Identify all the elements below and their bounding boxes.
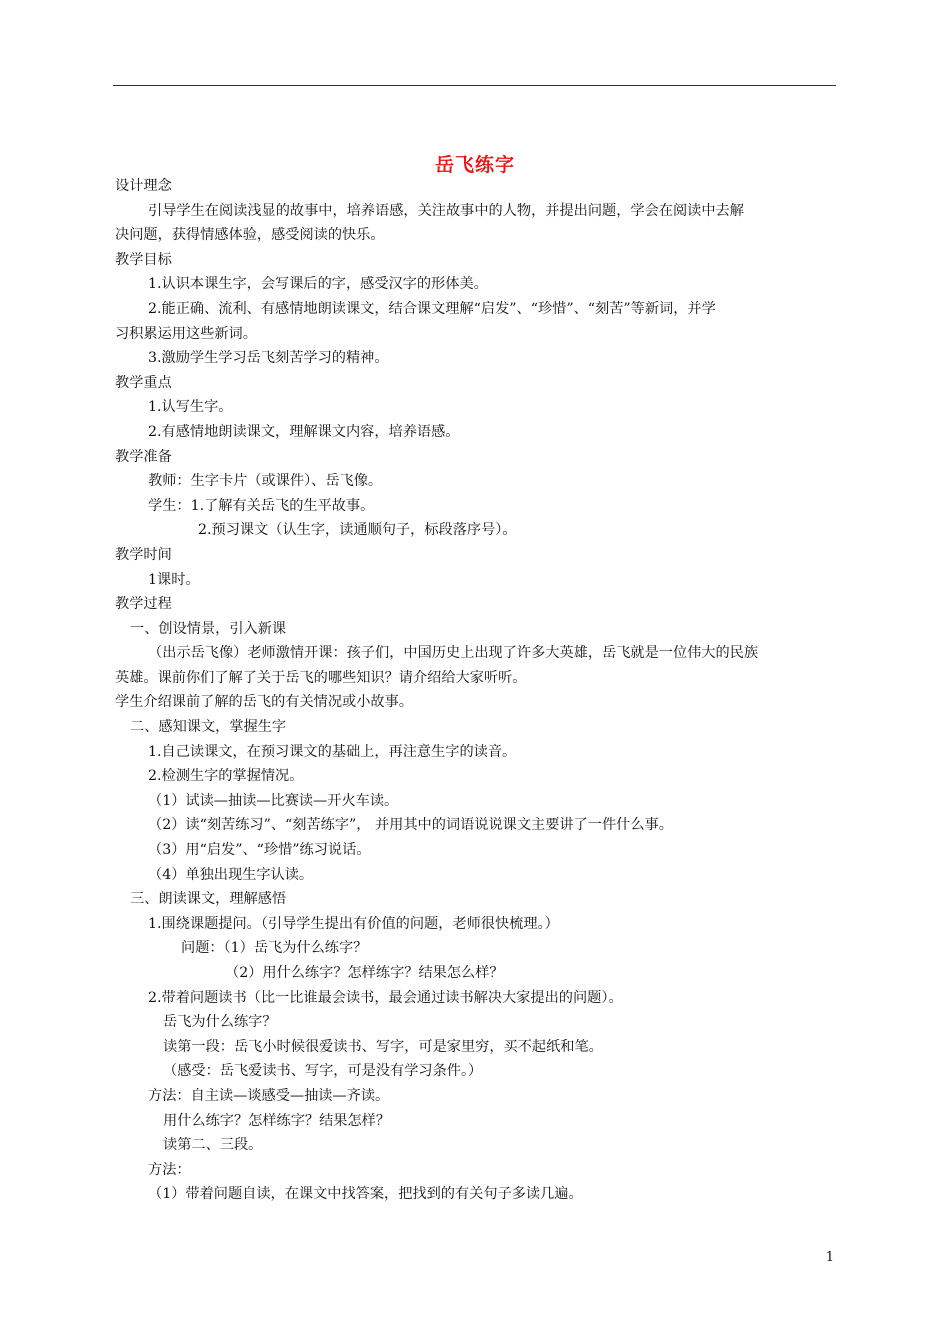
- text-line: 决问题，获得情感体验，感受阅读的快乐。: [115, 227, 385, 244]
- text-line: 二、感知课文，掌握生字: [130, 719, 287, 736]
- text-line: （3）用“启发”、“珍惜”练习说话。: [148, 842, 371, 859]
- text-line: 1.认写生字。: [148, 399, 233, 416]
- text-line: 3.激励学生学习岳飞刻苦学习的精神。: [148, 350, 389, 367]
- text-line: （1）带着问题自读，在课文中找答案，把找到的有关句子多读几遍。: [148, 1186, 583, 1203]
- text-line: 用什么练字？怎样练字？结果怎样？: [163, 1112, 391, 1129]
- section-heading: 教学过程: [115, 596, 172, 613]
- text-line: （出示岳飞像）老师激情开课：孩子们，中国历史上出现了许多大英雄，岳飞就是一位伟大的民族: [148, 645, 759, 662]
- text-line: 读第一段：岳飞小时候很爱读书、写字，可是家里穷，买不起纸和笔。: [163, 1038, 603, 1055]
- text-line: 方法：: [148, 1161, 191, 1178]
- text-line: 读第二、三段。: [163, 1137, 263, 1154]
- text-line: 一、创设情景，引入新课: [130, 620, 287, 637]
- text-line: 英雄。课前你们了解了关于岳飞的哪些知识？请介绍给大家听听。: [115, 669, 527, 686]
- section-heading: 教学重点: [115, 374, 172, 391]
- text-line: 学生：1.了解有关岳飞的生平故事。: [148, 497, 375, 514]
- text-line: 问题：（1）岳飞为什么练字？: [181, 940, 368, 957]
- header-rule: [113, 85, 836, 86]
- page-number: 1: [825, 1250, 834, 1265]
- text-line: 教师：生字卡片（或课件）、岳飞像。: [148, 473, 383, 490]
- text-line: 三、朗读课文，理解感悟: [130, 891, 287, 908]
- text-line: 1.围绕课题提问。（引导学生提出有价值的问题，老师很快梳理。）: [148, 915, 559, 932]
- text-line: 1.认识本课生字，会写课后的字，感受汉字的形体美。: [148, 276, 488, 293]
- text-line: （2）用什么练字？怎样练字？结果怎么样？: [225, 965, 504, 981]
- text-line: 方法：自主读—谈感受—抽读—齐读。: [148, 1087, 390, 1104]
- text-line: 2.有感情地朗读课文，理解课文内容，培养语感。: [148, 423, 460, 440]
- text-line: （4）单独出现生字认读。: [148, 866, 314, 883]
- text-line: 2.能正确、流利、有感情地朗读课文，结合课文理解“启发”、“珍惜”、“刻苦”等新词，并学: [148, 300, 716, 317]
- section-heading: 教学时间: [115, 546, 172, 563]
- text-line: 引导学生在阅读浅显的故事中，培养语感，关注故事中的人物，并提出问题，学会在阅读中去解: [148, 202, 744, 219]
- text-line: （1）试读—抽读—比赛读—开火车读。: [148, 792, 399, 809]
- text-line: （2）读“刻苦练习”、“刻苦练字”， 并用其中的词语说说课文主要讲了一件什么事。: [148, 817, 673, 834]
- text-line: 2.带着问题读书（比一比谁最会读书，最会通过读书解决大家提出的问题）。: [148, 989, 623, 1006]
- text-line: 2.检测生字的掌握情况。: [148, 768, 304, 785]
- text-line: 岳飞为什么练字？: [163, 1014, 277, 1031]
- section-heading: 教学准备: [115, 448, 172, 465]
- text-line: 1课时。: [148, 571, 200, 588]
- text-line: 习积累运用这些新词。: [115, 325, 257, 342]
- text-line: 1.自己读课文，在预习课文的基础上，再注意生字的读音。: [148, 743, 517, 760]
- section-heading: 设计理念: [115, 178, 172, 194]
- text-line: 学生介绍课前了解的岳飞的有关情况或小故事。: [115, 694, 413, 711]
- text-line: （感受：岳飞爱读书、写字，可是没有学习条件。）: [163, 1063, 483, 1080]
- section-heading: 教学目标: [115, 251, 172, 268]
- document-title: 岳飞练字: [434, 154, 515, 176]
- text-line: 2.预习课文（认生字，读通顺句子，标段落序号）。: [198, 522, 517, 539]
- document-body: [115, 174, 839, 1207]
